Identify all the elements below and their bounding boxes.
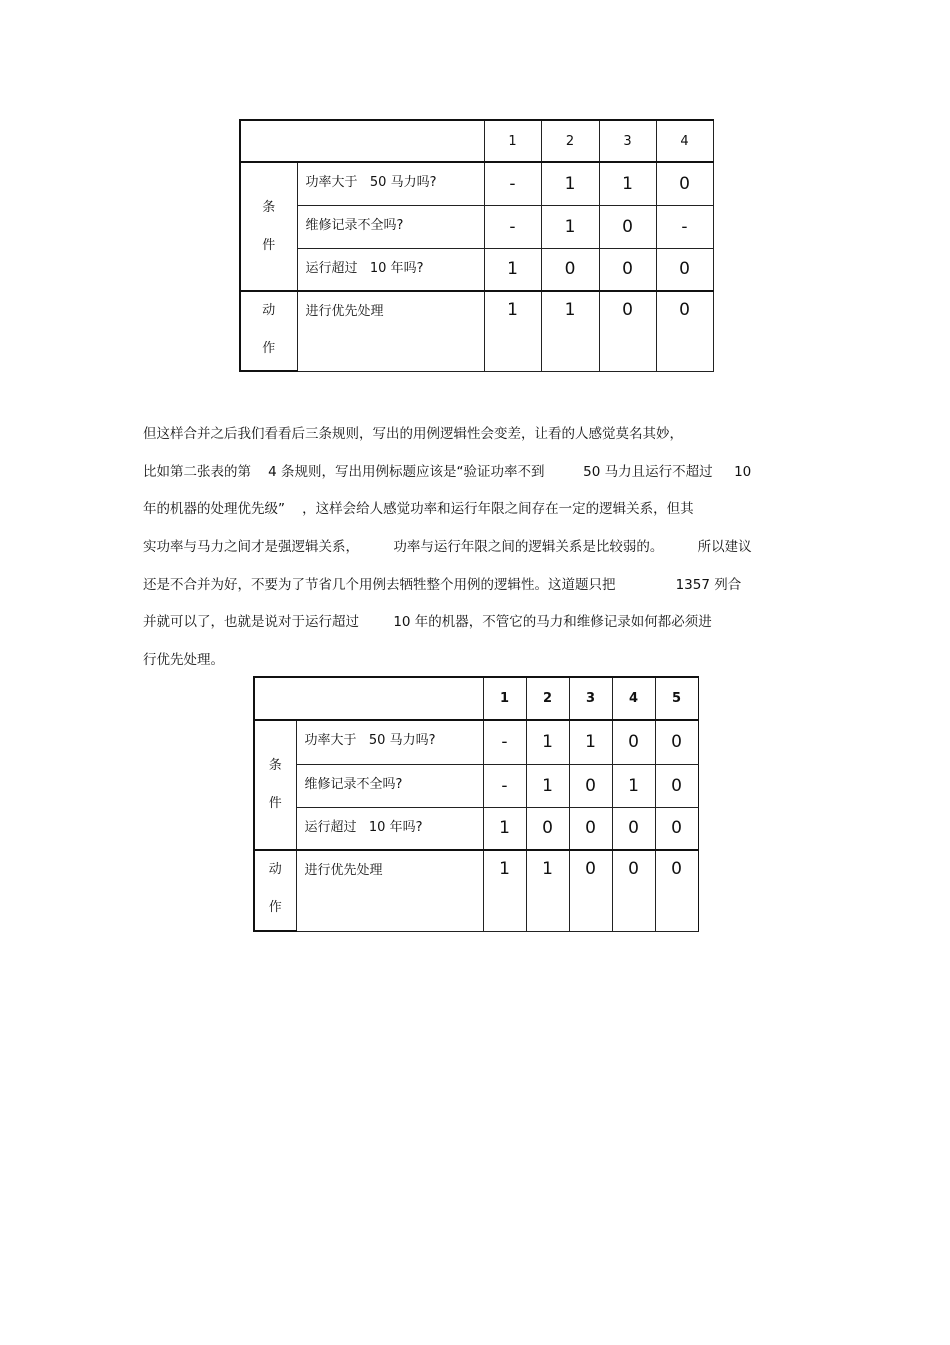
condition-row xyxy=(240,205,713,248)
rule-value: 0 xyxy=(569,807,612,850)
group-char: 动 xyxy=(268,862,282,877)
table-header-row xyxy=(254,677,698,720)
condition-label: 运行超过 10 年吗? xyxy=(297,248,484,291)
column-number: 3 xyxy=(599,120,656,162)
decision-table-1 xyxy=(239,119,714,372)
table-header-row xyxy=(240,120,713,162)
rule-value: 1 xyxy=(526,720,569,764)
rule-value: 1 xyxy=(484,291,541,371)
column-number: 2 xyxy=(541,120,599,162)
group-char: 条 xyxy=(262,199,276,215)
rule-value: 0 xyxy=(599,248,656,291)
rule-value: 1 xyxy=(612,764,655,807)
rule-value: 0 xyxy=(655,850,698,931)
column-number: 5 xyxy=(655,677,698,720)
condition-label: 功率大于 50 马力吗? xyxy=(296,720,483,764)
rule-value: 1 xyxy=(526,850,569,931)
rule-value: 0 xyxy=(569,764,612,807)
column-number: 1 xyxy=(484,120,541,162)
text-line: 并就可以了，也就是说对于运行超过 10 年的机器，不管它的马力和维修记录如何都必须进 xyxy=(143,614,712,630)
decision-table-2 xyxy=(253,676,699,932)
rule-value: 0 xyxy=(655,764,698,807)
condition-row xyxy=(254,807,698,850)
rule-value: - xyxy=(656,205,713,248)
group-char: 件 xyxy=(262,237,276,253)
column-number: 1 xyxy=(483,677,526,720)
text-line: 还是不合并为好，不要为了节省几个用例去牺牲整个用例的逻辑性。这道题只把 1357 列合 xyxy=(143,577,742,593)
action-row xyxy=(254,850,698,931)
rule-value: 1 xyxy=(541,162,599,205)
group-char: 作 xyxy=(262,341,276,356)
condition-label: 维修记录不全吗? xyxy=(296,764,483,807)
group-char: 条 xyxy=(268,758,282,773)
header-blank-cell xyxy=(240,120,484,162)
rule-value: 0 xyxy=(541,248,599,291)
rule-value: 1 xyxy=(526,764,569,807)
condition-row xyxy=(254,764,698,807)
group-char: 作 xyxy=(268,900,282,915)
condition-row xyxy=(240,162,713,205)
condition-group-cell xyxy=(240,162,297,291)
rule-value: 1 xyxy=(541,291,599,371)
column-number: 2 xyxy=(526,677,569,720)
rule-value: - xyxy=(484,162,541,205)
action-group-cell xyxy=(240,291,297,371)
action-row xyxy=(240,291,713,371)
rule-value: 0 xyxy=(655,720,698,764)
text-line: 年的机器的处理优先级” ，这样会给人感觉功率和运行年限之间存在一定的逻辑关系，但其 xyxy=(143,501,694,517)
rule-value: 0 xyxy=(656,291,713,371)
rule-value: 1 xyxy=(541,205,599,248)
action-label: 进行优先处理 xyxy=(296,850,483,931)
rule-value: 1 xyxy=(484,248,541,291)
rule-value: 0 xyxy=(612,720,655,764)
rule-value: 1 xyxy=(599,162,656,205)
rule-value: 0 xyxy=(569,850,612,931)
rule-value: 1 xyxy=(483,807,526,850)
condition-group-cell xyxy=(254,720,296,850)
column-number: 4 xyxy=(612,677,655,720)
group-char: 动 xyxy=(262,303,276,318)
condition-label: 功率大于 50 马力吗? xyxy=(297,162,484,205)
condition-row xyxy=(254,720,698,764)
rule-value: 0 xyxy=(656,162,713,205)
text-line: 但这样合并之后我们看看后三条规则，写出的用例逻辑性会变差，让看的人感觉莫名其妙， xyxy=(143,426,683,442)
action-group-cell xyxy=(254,850,296,931)
rule-value: 0 xyxy=(656,248,713,291)
text-line: 比如第二张表的第 4 条规则，写出用例标题应该是“验证功率不到 50 马力且运行不超过 10 xyxy=(143,464,752,480)
rule-value: 1 xyxy=(483,850,526,931)
condition-label: 维修记录不全吗? xyxy=(297,205,484,248)
column-number: 4 xyxy=(656,120,713,162)
rule-value: - xyxy=(483,764,526,807)
rule-value: 1 xyxy=(569,720,612,764)
rule-value: - xyxy=(483,720,526,764)
action-label: 进行优先处理 xyxy=(297,291,484,371)
text-line: 实功率与马力之间才是强逻辑关系， 功率与运行年限之间的逻辑关系是比较弱的。 所以建议 xyxy=(143,539,752,555)
rule-value: 0 xyxy=(612,807,655,850)
condition-label: 运行超过 10 年吗? xyxy=(296,807,483,850)
text-line: 行优先处理。 xyxy=(143,652,224,668)
rule-value: 0 xyxy=(612,850,655,931)
condition-row xyxy=(240,248,713,291)
rule-value: - xyxy=(484,205,541,248)
header-blank-cell xyxy=(254,677,483,720)
column-number: 3 xyxy=(569,677,612,720)
rule-value: 0 xyxy=(599,205,656,248)
rule-value: 0 xyxy=(599,291,656,371)
rule-value: 0 xyxy=(655,807,698,850)
rule-value: 0 xyxy=(526,807,569,850)
group-char: 件 xyxy=(268,796,282,811)
